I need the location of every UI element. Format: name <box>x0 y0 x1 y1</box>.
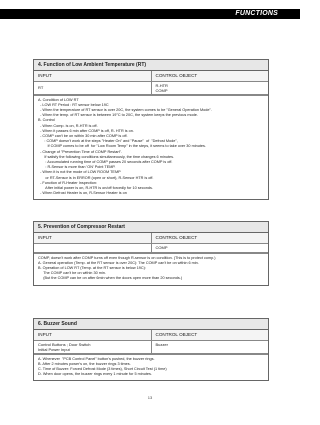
section-title: 6. Buzzer Sound <box>34 319 268 330</box>
section-prevention-compressor-restart <box>33 221 269 286</box>
body-line: - When it is not the mode of LOW ROOM TEMP <box>38 170 121 175</box>
body-line: - Change of "Prevention Time of COMP Restart". <box>38 149 123 154</box>
section-buzzer-sound <box>33 318 269 381</box>
input-values <box>34 340 151 353</box>
input-value: RT <box>34 81 151 94</box>
body-line: A. Condition of LOW RT <box>38 97 79 102</box>
io-table <box>34 330 268 354</box>
io-table <box>34 233 268 253</box>
section-title: 4. Function of Low Ambient Temperature (RT) <box>34 60 268 71</box>
section-title: 5. Prevention of Compressor Restart <box>34 222 268 233</box>
body-line: - COMP can't be on within 30 min after COMP is off. <box>38 133 128 138</box>
input-header: INPUT <box>34 330 151 340</box>
section-body <box>34 253 268 285</box>
body-line: C. Time of Buzzer: Forced Defrost Mode (3 times), Short Circuit Test (1 time) <box>38 366 167 371</box>
body-line: - When the temperature of RT sensor is over 20C, the system comes to be "General Operation Mode". <box>38 107 212 112</box>
control-object-header: CONTROL OBJECT <box>151 71 268 81</box>
body-line: COMP, doesn't work after COMP turns off even though R-sensor is on condition. (This is to protect comp.) <box>38 255 216 260</box>
body-line: - When Comp. is on, R-HTR is off. <box>38 123 98 128</box>
control-object-value: COMP <box>151 243 268 252</box>
input-value <box>34 243 151 252</box>
input-item: Control Buttons ; Door Switch <box>38 341 91 347</box>
control-object-item: R-HTR <box>155 82 168 88</box>
control-object-header: CONTROL OBJECT <box>151 330 268 340</box>
body-line: - When Defrost Heater is on, R-Sensor Heater is on <box>38 191 127 196</box>
body-line: After initial power is on, R-HTR is on/off forcedly for 10 seconds. <box>38 185 153 190</box>
body-line: The COMP can't be on within 30 min. <box>38 271 106 276</box>
body-line: : R-Sensor is more than 'ON' Point TEMP. <box>38 165 116 170</box>
input-header: INPUT <box>34 233 151 243</box>
body-line: - When the temp. of RT sensor is between 19°C to 20C, the system keeps the previous mode. <box>38 113 198 118</box>
body-line: If satisfy the following conditions simultaneously, the time changes 6 minutes. <box>38 154 175 159</box>
section-body <box>34 95 268 200</box>
body-line: - Function of R-Heater Inspection: <box>38 180 98 185</box>
body-line: If COMP comes to be off for "Low Room Temp" in the steps, it seems to take over 30 minutes. <box>38 144 206 149</box>
body-line: A. General operation (Temp. at the RT sensor is over 20C): The COMP can't be on within 6 min. <box>38 260 199 265</box>
page-section-title: FUNCTIONS <box>235 10 278 17</box>
io-table <box>34 71 268 95</box>
body-line: : COMP doesn't work at the steps "Heater On" and "Pause" of "Defrost Mode", <box>38 139 178 144</box>
body-line: - LOW RT Period : RT sensor below 19C <box>38 102 109 107</box>
input-header: INPUT <box>34 71 151 81</box>
body-line: B. After 2 minutes power's on, the buzzer rings 3 times. <box>38 361 131 366</box>
body-line: : Accumulated running time of COMP passes 20 seconds after COMP is off. <box>38 159 173 164</box>
control-object-value: Buzzer <box>151 340 268 353</box>
body-line: B. Operation of LOW RT (Temp. at the RT sensor is below 19C): <box>38 265 146 270</box>
header-bar <box>0 9 300 19</box>
control-object-item: COMP <box>155 87 168 93</box>
control-object-values <box>151 81 268 94</box>
body-line: - When it passes 6 min after COMP is off, R- HTR is on. <box>38 128 134 133</box>
input-item: Initial Power Input <box>38 346 70 352</box>
body-line: B. Control <box>38 118 55 123</box>
page-number: 13 <box>147 395 153 400</box>
body-line: (But the COMP can be on after 6min when the doors open more than 20 seconds.) <box>38 276 183 281</box>
body-line: A. Whenever "PCB Control Panel" button's pushed, the buzzer rings. <box>38 356 155 361</box>
body-line: or RT-Sensor is in ERROR (open or short), R-Sensor HTR is off. <box>38 175 154 180</box>
section-body <box>34 354 268 381</box>
section-low-ambient-temperature <box>33 59 269 200</box>
control-object-header: CONTROL OBJECT <box>151 233 268 243</box>
body-line: D. When door opens, the buzzer rings every 1 minute for 5 minutes. <box>38 372 152 377</box>
